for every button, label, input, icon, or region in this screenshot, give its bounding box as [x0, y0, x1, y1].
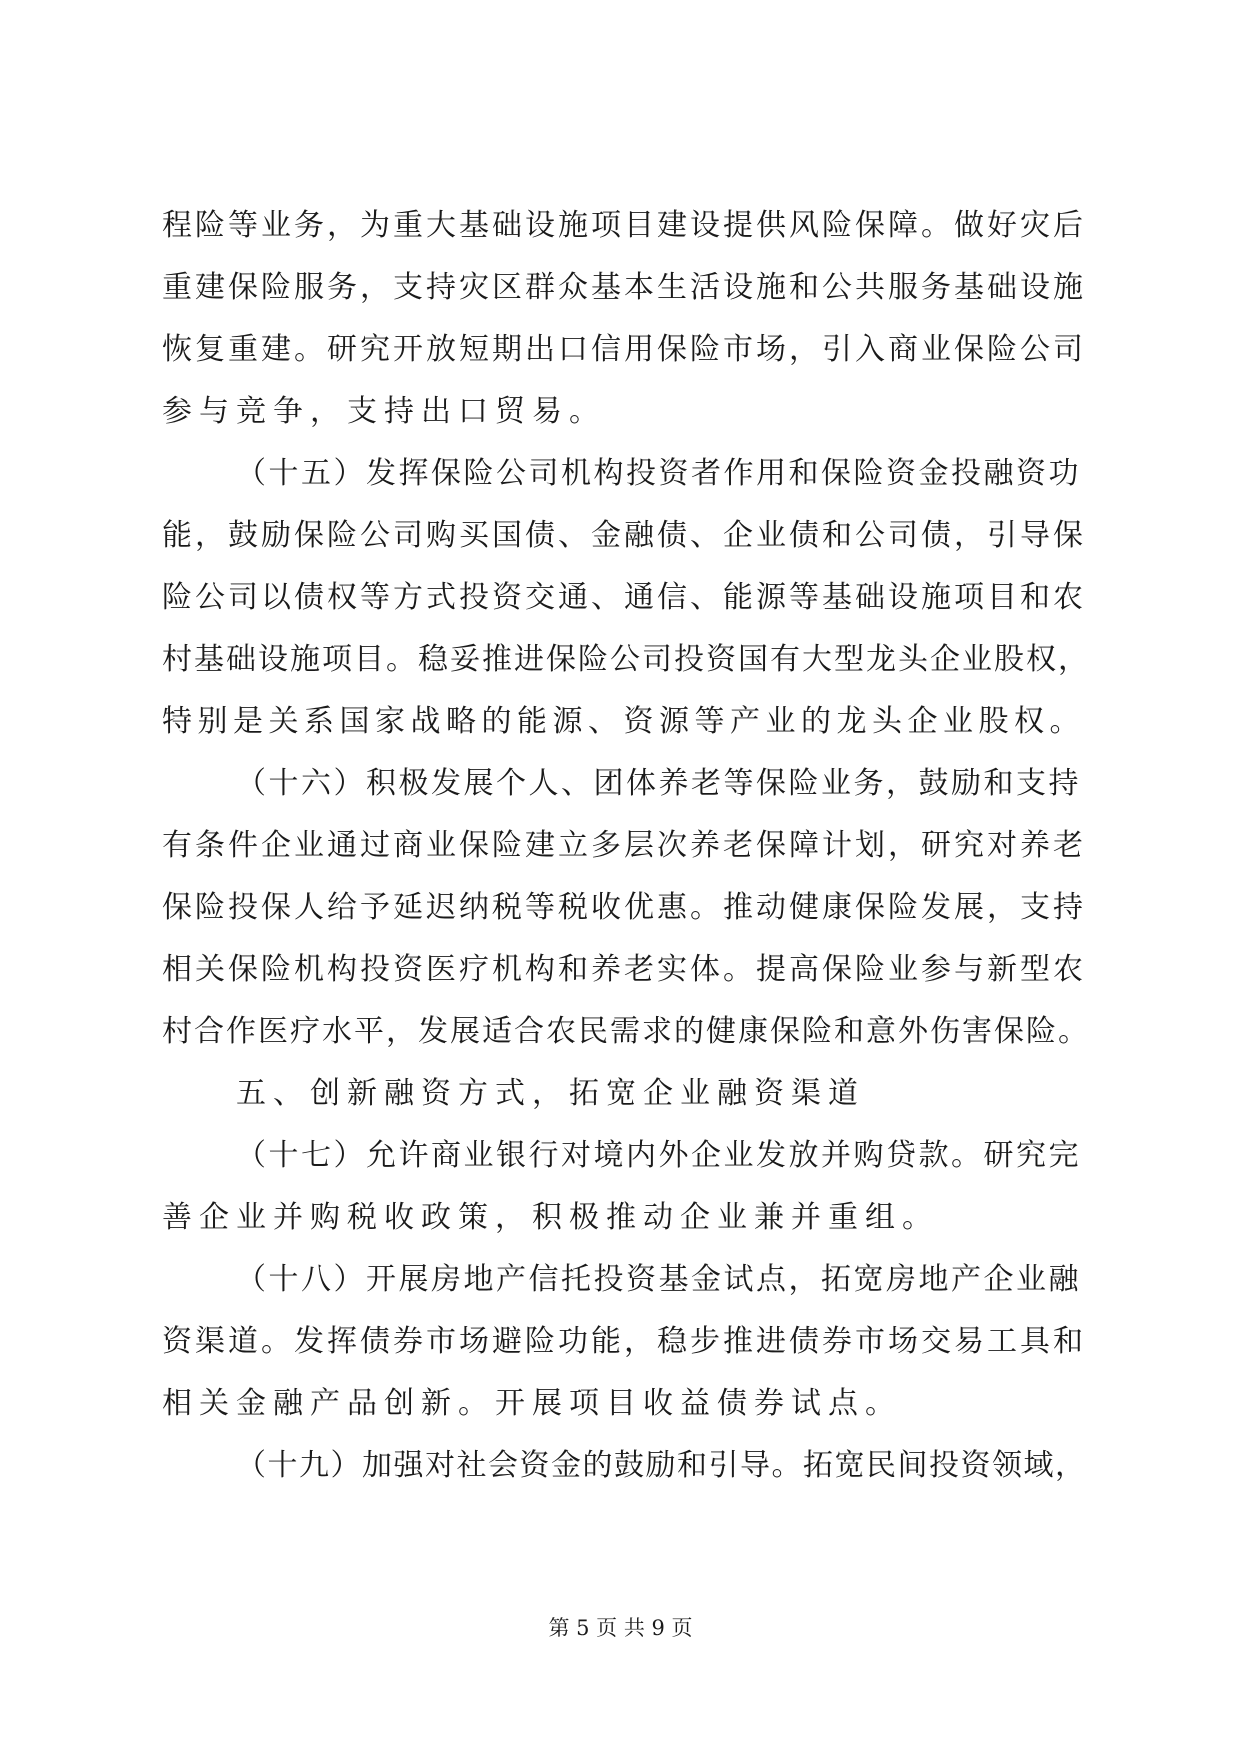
paragraph-16-start: （十六）积极发展个人、团体养老等保险业务，鼓励和支持 [236, 766, 1081, 801]
text-line-1: 程险等业务，为重大基础设施项目建设提供风险保障。做好灾后 [162, 208, 1086, 243]
text-line-17: 善企业并购税收政策，积极推动企业兼并重组。 [162, 1200, 939, 1235]
paragraph-17-start: （十七）允许商业银行对境内外企业发放并购贷款。研究完 [236, 1138, 1081, 1173]
text-line-14: 村合作医疗水平，发展适合农民需求的健康保险和意外伤害保险。 [162, 1014, 1090, 1049]
paragraph-15-start: （十五）发挥保险公司机构投资者作用和保险资金投融资功 [236, 456, 1081, 491]
section-heading-5: 五、创新融资方式，拓宽企业融资渠道 [236, 1076, 865, 1111]
text-line-2: 重建保险服务，支持灾区群众基本生活设施和公共服务基础设施 [162, 270, 1086, 305]
text-line-6: 能，鼓励保险公司购买国债、金融债、企业债和公司债，引导保 [162, 518, 1086, 553]
text-line-20: 相关金融产品创新。开展项目收益债券试点。 [162, 1386, 902, 1421]
text-line-7: 险公司以债权等方式投资交通、通信、能源等基础设施项目和农 [162, 580, 1086, 615]
text-line-3: 恢复重建。研究开放短期出口信用保险市场，引入商业保险公司 [162, 332, 1086, 367]
text-line-8: 村基础设施项目。稳妥推进保险公司投资国有大型龙头企业股权， [162, 642, 1090, 677]
text-line-12: 保险投保人给予延迟纳税等税收优惠。推动健康保险发展，支持 [162, 890, 1086, 925]
page-number-footer: 第 5 页 共 9 页 [548, 1616, 693, 1640]
text-line-13: 相关保险机构投资医疗机构和养老实体。提高保险业参与新型农 [162, 952, 1086, 987]
text-line-19: 资渠道。发挥债券市场避险功能，稳步推进债券市场交易工具和 [162, 1324, 1086, 1359]
text-line-9: 特别是关系国家战略的能源、资源等产业的龙头企业股权。 [162, 704, 1085, 739]
paragraph-18-start: （十八）开展房地产信托投资基金试点，拓宽房地产企业融 [236, 1262, 1081, 1297]
text-line-11: 有条件企业通过商业保险建立多层次养老保障计划，研究对养老 [162, 828, 1086, 863]
text-line-4: 参与竞争，支持出口贸易。 [162, 394, 606, 429]
paragraph-19-start: （十九）加强对社会资金的鼓励和引导。拓宽民间投资领域， [236, 1448, 1087, 1483]
